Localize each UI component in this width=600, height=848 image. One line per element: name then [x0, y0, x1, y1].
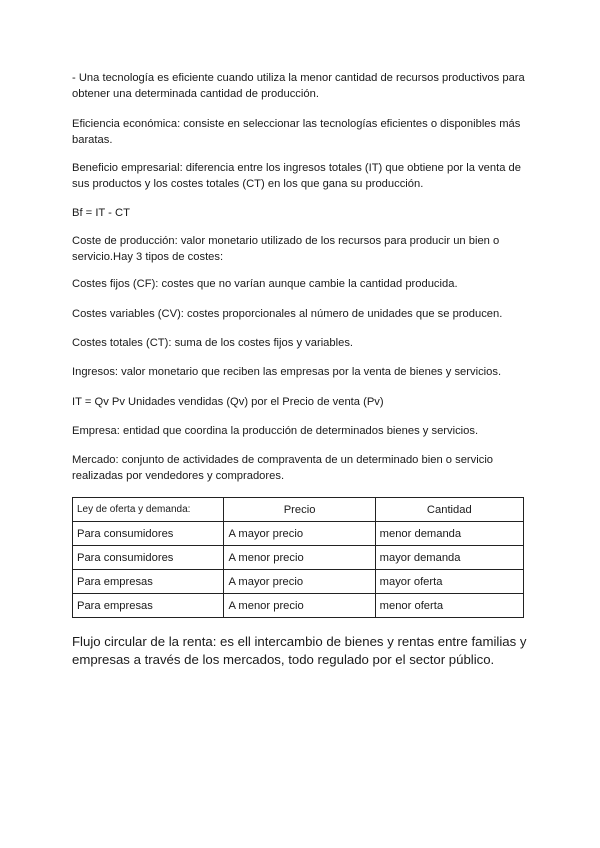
- table-cell: menor demanda: [375, 522, 523, 546]
- paragraph-tecnologia-eficiente: - Una tecnología es eficiente cuando utiliza la menor cantidad de recursos productivos para obtener una determinada cantidad de producción.: [72, 72, 525, 100]
- table-header-ley: Ley de oferta y demanda:: [73, 498, 224, 522]
- paragraph-coste-produccion: Coste de producción: valor monetario utilizado de los recursos para producir un bien o servicio.Hay 3 tipos de costes:: [72, 235, 500, 263]
- table-header-cantidad: Cantidad: [375, 498, 523, 522]
- paragraph-flujo-circular: Flujo circular de la renta: es ell intercambio de bienes y rentas entre familias y empresas a través de los mercados, todo regulado por el sector público.: [72, 634, 527, 667]
- paragraph-mercado: Mercado: conjunto de actividades de compraventa de un determinado bien o servicio realizadas por vendedores y compradores.: [72, 454, 494, 482]
- paragraph-costes-fijos: Costes fijos (CF): costes que no varían aunque cambie la cantidad producida.: [72, 278, 458, 290]
- table-cell: A mayor precio: [224, 570, 375, 594]
- table-row: [73, 594, 524, 618]
- table-cell: Para consumidores: [73, 546, 224, 570]
- supply-demand-table: [72, 497, 524, 618]
- paragraph-empresa: Empresa: entidad que coordina la producción de determinados bienes y servicios.: [72, 425, 479, 437]
- paragraph-ingresos: Ingresos: valor monetario que reciben las empresas por la venta de bienes y servicios.: [72, 366, 502, 378]
- table-cell: Para empresas: [73, 570, 224, 594]
- paragraph-eficiencia-economica: Eficiencia económica: consiste en seleccionar las tecnologías eficientes o disponibles más baratas.: [72, 118, 521, 146]
- table-row: [73, 570, 524, 594]
- formula-beneficio: Bf = IT - CT: [72, 207, 130, 219]
- table-cell: mayor oferta: [375, 570, 523, 594]
- table-cell: A menor precio: [224, 594, 375, 618]
- table-cell: A menor precio: [224, 546, 375, 570]
- table-header-row: [73, 498, 524, 522]
- formula-ingresos: IT = Qv Pv Unidades vendidas (Qv) por el Precio de venta (Pv): [72, 396, 384, 408]
- table-cell: mayor demanda: [375, 546, 523, 570]
- paragraph-beneficio-empresarial: Beneficio empresarial: diferencia entre los ingresos totales (IT) que obtiene por la venta de sus productos y los costes totales (CT) en los que gana su producción.: [72, 162, 521, 190]
- table-cell: A mayor precio: [224, 522, 375, 546]
- table-row: [73, 546, 524, 570]
- table-cell: Para consumidores: [73, 522, 224, 546]
- paragraph-costes-variables: Costes variables (CV): costes proporcionales al número de unidades que se producen.: [72, 308, 503, 320]
- table-row: [73, 522, 524, 546]
- paragraph-costes-totales: Costes totales (CT): suma de los costes fijos y variables.: [72, 337, 354, 349]
- table-header-precio: Precio: [224, 498, 375, 522]
- table-cell: Para empresas: [73, 594, 224, 618]
- table-cell: menor oferta: [375, 594, 523, 618]
